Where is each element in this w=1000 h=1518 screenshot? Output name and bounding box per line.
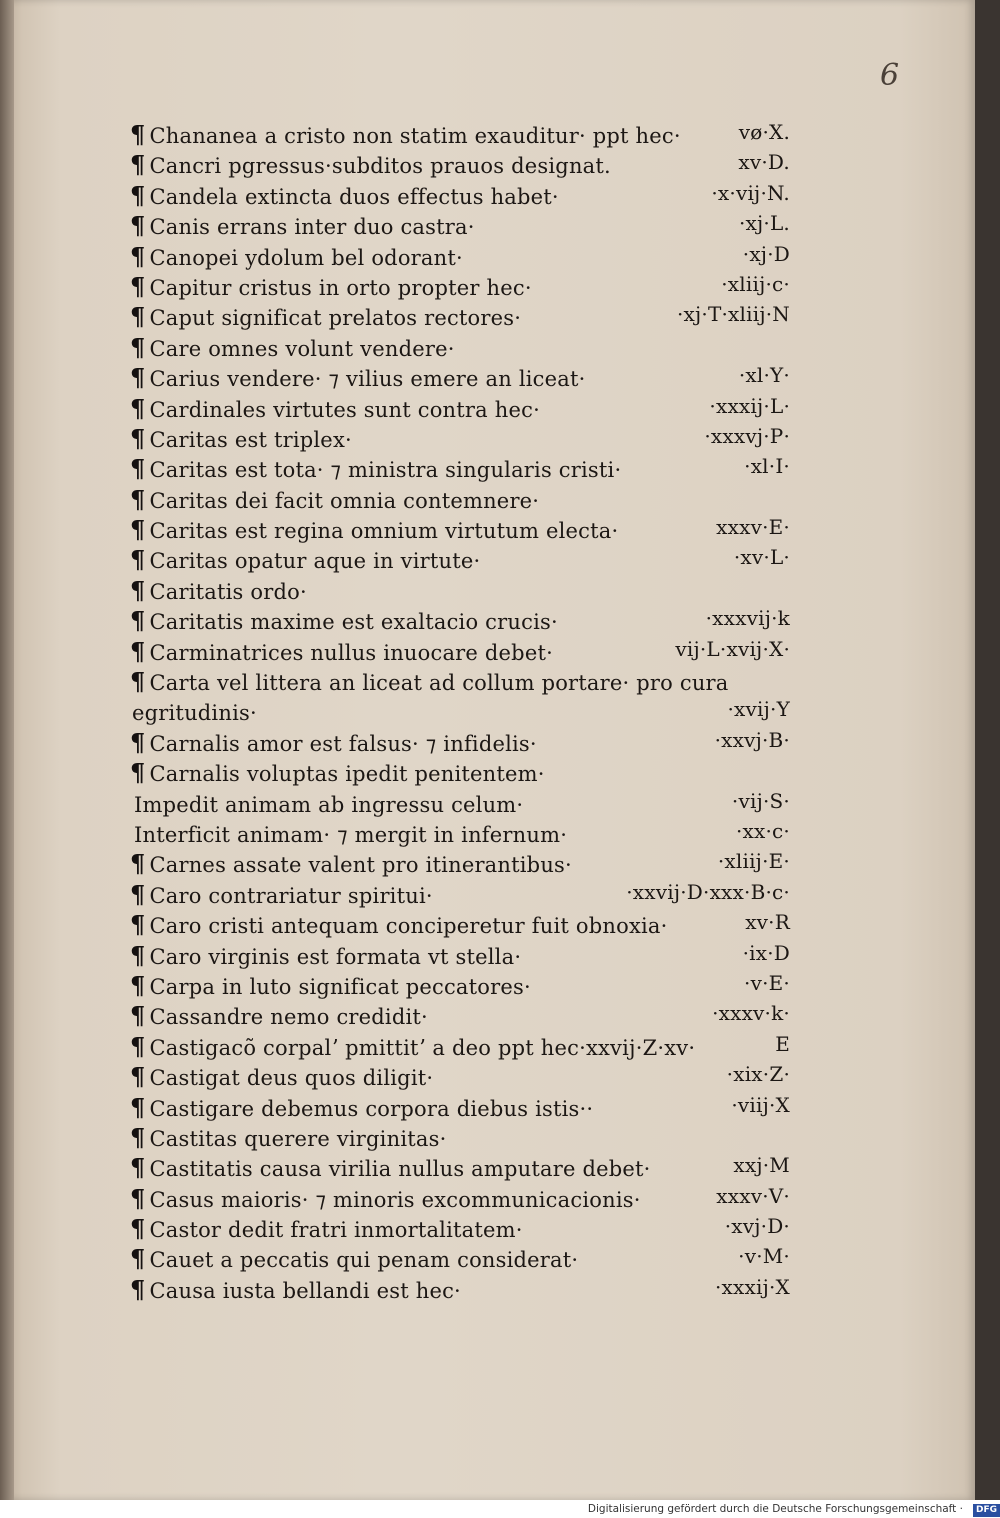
page-gutter bbox=[0, 0, 14, 1500]
index-entry: ¶ Carnalis amor est falsus· ⁊ infidelis· ·xxvj·B· bbox=[130, 727, 790, 757]
footer-credit: Digitalisierung gefördert durch die Deutsche Forschungsgemeinschaft · bbox=[587, 1503, 963, 1515]
index-entry: ¶ Castor dedit fratri inmortalitatem· ·xvj·D· bbox=[130, 1214, 790, 1244]
index-entry: ¶ Caro contrariatur spiritui· ·xxvij·D·xxx·B·c· bbox=[130, 879, 790, 909]
index-entry: ¶ Carius vendere· ⁊ vilius emere an liceat· ·xl·Y· bbox=[130, 363, 790, 393]
index-entry: ¶ Casus maioris· ⁊ minoris excommunicacionis· xxxv·V· bbox=[130, 1183, 790, 1213]
dfg-logo: DFG bbox=[973, 1504, 1000, 1517]
index-entry: ¶ Caput significat prelatos rectores· ·xj·T·xliij·N bbox=[130, 302, 790, 332]
index-entry: ¶ Carta vel littera an liceat ad collum portare· pro cura bbox=[130, 667, 729, 697]
index-entry: ¶ Carminatrices nullus inuocare debet· vij·L·xvij·X· bbox=[130, 636, 790, 666]
index-entry: ¶ Carnalis voluptas ipedit penitentem· bbox=[130, 758, 545, 788]
index-entry: ¶ Chananea a cristo non statim exauditur· ppt hec· vø·X. bbox=[130, 120, 790, 149]
index-entry-continuation: egritudinis· ·xvij·Y bbox=[132, 697, 790, 726]
index-entry: ¶ Carpa in luto significat peccatores· ·v·E· bbox=[130, 970, 790, 1000]
index-entry: ¶ Carnes assate valent pro itinerantibus· ·xliij·E· bbox=[130, 849, 790, 879]
index-entry: ¶ Capitur cristus in orto propter hec· ·xliij·c· bbox=[130, 271, 790, 301]
index-entry: ¶ Caritas est tota· ⁊ ministra singularis cristi· ·xl·I· bbox=[130, 454, 790, 484]
index-entry: ¶ Canopei ydolum bel odorant· ·xj·D bbox=[130, 241, 790, 271]
index-entry: ¶ Canis errans inter duo castra· ·xj·L. bbox=[130, 211, 790, 241]
index-subentry: Impedit animam ab ingressu celum· ·vij·S· bbox=[134, 788, 790, 817]
index-entry: ¶ Caro virginis est formata vt stella· ·ix·D bbox=[130, 940, 790, 970]
index-entry: ¶ Caritas est regina omnium virtutum electa· xxxv·E· bbox=[130, 515, 790, 545]
index-entry: ¶ Cardinales virtutes sunt contra hec· ·xxxij·L· bbox=[130, 393, 790, 423]
digitization-footer bbox=[0, 1500, 1000, 1518]
index-entry: ¶ Castitatis causa virilia nullus amputare debet· xxj·M bbox=[130, 1153, 790, 1183]
index-entry: ¶ Candela extincta duos effectus habet· ·x·vij·N. bbox=[130, 180, 790, 210]
index-entry: ¶ Castitas querere virginitas· bbox=[130, 1122, 447, 1152]
index-entry: ¶ Causa iusta bellandi est hec· ·xxxij·X bbox=[130, 1274, 790, 1304]
index-entries bbox=[130, 120, 790, 1305]
index-entry: ¶ Castigacõ corpalʼ pmittitʼ a deo ppt hec·xxvij·Z·xv· E bbox=[130, 1031, 790, 1061]
index-entry: ¶ Cauet a peccatis qui penam considerat· ·v·M· bbox=[130, 1244, 790, 1274]
index-entry: ¶ Caritas est triplex· ·xxxvj·P· bbox=[130, 423, 790, 453]
index-entry: ¶ Caritas opatur aque in virtute· ·xv·L· bbox=[130, 545, 790, 575]
index-entry: ¶ Care omnes volunt vendere· bbox=[130, 332, 455, 362]
index-entry: ¶ Caritatis ordo· bbox=[130, 575, 307, 605]
index-entry: ¶ Castigare debemus corpora diebus istis·· ·viij·X bbox=[130, 1092, 790, 1122]
folio-number: 6 bbox=[880, 58, 900, 93]
index-entry: ¶ Cassandre nemo credidit· ·xxxv·k· bbox=[130, 1001, 790, 1031]
index-entry: ¶ Cancri pgressus·subditos prauos designat. xv·D. bbox=[130, 150, 790, 180]
index-entry: ¶ Caro cristi antequam conciperetur fuit obnoxia· xv·R bbox=[130, 910, 790, 940]
index-entry: ¶ Caritatis maxime est exaltacio crucis· ·xxxvij·k bbox=[130, 606, 790, 636]
index-entry: ¶ Caritas dei facit omnia contemnere· bbox=[130, 484, 540, 514]
index-entry: ¶ Castigat deus quos diligit· ·xix·Z· bbox=[130, 1062, 790, 1092]
index-subentry: Interficit animam· ⁊ mergit in infernum· ·xx·c· bbox=[134, 818, 790, 847]
